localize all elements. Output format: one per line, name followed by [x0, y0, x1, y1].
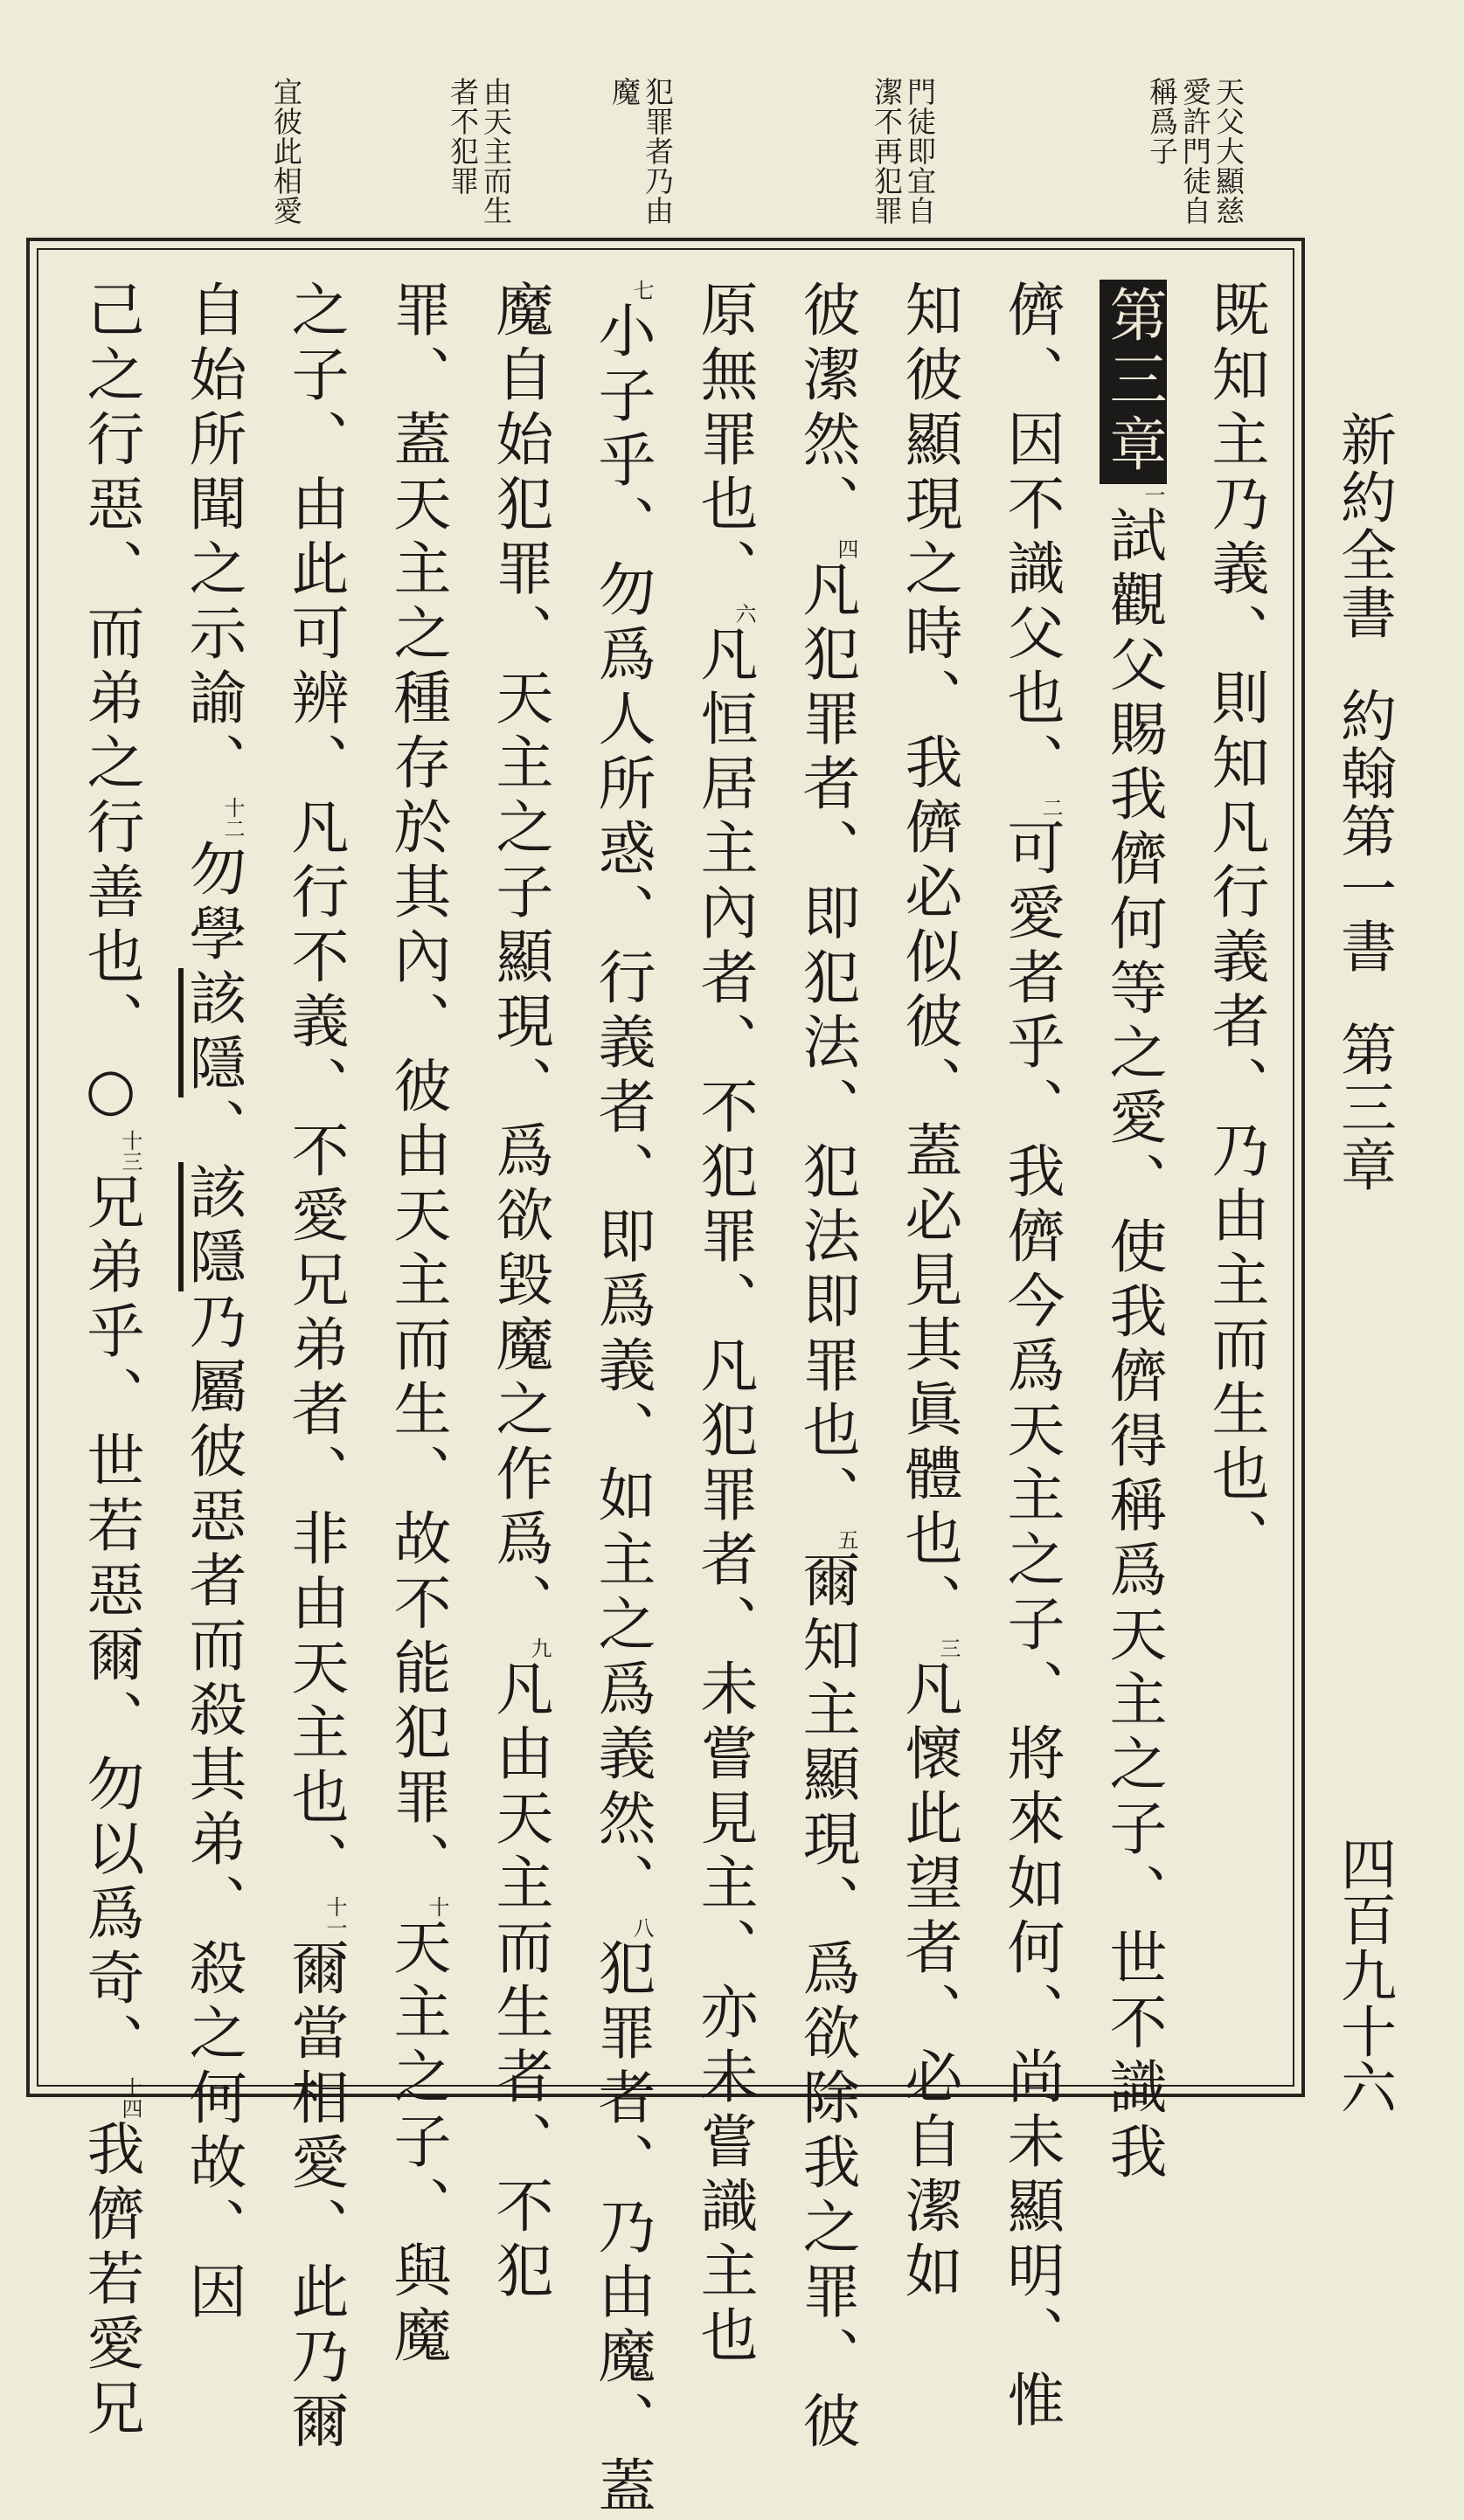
verse-text: 勿學 [179, 839, 246, 968]
text-column [366, 280, 468, 2370]
text-column [264, 280, 366, 2455]
text-column [775, 280, 878, 2455]
verse-text: 己之行惡、而弟之行善也、○ [77, 280, 144, 1130]
verse-text: 爾當相愛、此乃爾 [281, 1938, 349, 2455]
verse-number: 一 [1141, 484, 1165, 505]
verse-number: 八 [629, 1917, 654, 1938]
proper-name: 該隱 [179, 968, 246, 1097]
verse-text: 自始所聞之示諭、 [179, 280, 246, 797]
verse-text: 天主之子、與魔 [384, 1917, 451, 2370]
chapter-label: 第三章 [1100, 280, 1167, 484]
verse-text: 魔自始犯罪、天主之子顯現、爲欲毀魔之作爲、 [486, 280, 553, 1637]
verse-number: 二 [1038, 797, 1063, 818]
verse-number: 十一 [323, 1896, 347, 1938]
margin-notes [262, 77, 1245, 243]
verse-text: 試觀父賜我儕何等之愛、使我儕得稱爲天主之子、世不識我 [1100, 505, 1167, 2186]
text-column [468, 280, 571, 2305]
verse-number: 五 [834, 1529, 858, 1550]
header-book: 新約全書 [1331, 411, 1396, 641]
header-title [1331, 411, 1396, 1239]
verse-text: 原無罪也、 [690, 280, 758, 603]
verse-text: 爾知主顯現、爲欲除我之罪、彼 [793, 1550, 860, 2455]
verse-text: 乃屬彼惡者而殺其弟、殺之何故、因 [179, 1291, 246, 2326]
verse-number: 十三 [118, 1130, 142, 1172]
text-column [162, 280, 264, 2326]
verse-text: 凡懷此望者、必自潔如 [895, 1658, 962, 2305]
verse-number: 十 [425, 1896, 449, 1917]
verse-text: 之子、由此可辨、凡行不義、不愛兄弟者、非由天主也、 [281, 280, 349, 1896]
margin-note: 犯罪者乃由魔 [607, 77, 675, 225]
verse-number: 十二 [220, 797, 245, 839]
margin-note: 宜彼此相愛 [269, 77, 303, 225]
page-number: 四百九十六 [1331, 1835, 1396, 2115]
verse-number: 六 [732, 603, 756, 624]
verse-text: 凡恒居主內者、不犯罪、凡犯罪者、未嘗見主、亦未嘗識主也 [690, 624, 758, 2370]
verse-text: 凡犯罪者、即犯法、犯法即罪也、 [793, 559, 860, 1529]
verse-text: 儕、因不識父也、 [997, 280, 1065, 797]
verse-number: 十四 [118, 2077, 142, 2119]
verse-text: 、 [179, 1097, 246, 1162]
proper-name: 該隱 [179, 1162, 246, 1291]
margin-note: 門徒即宜自潔不再犯罪 [870, 77, 937, 225]
text-column [673, 280, 775, 2370]
running-header [1329, 411, 1398, 2115]
text-column [878, 280, 980, 2305]
text-column [571, 280, 673, 2520]
scripture-text [45, 280, 1287, 2520]
verse-text: 犯罪者、乃由魔、蓋 [588, 1938, 656, 2520]
verse-text: 凡由天主而生者、不犯 [486, 1658, 553, 2305]
header-epistle: 約翰第一書 [1331, 687, 1396, 975]
verse-text: 彼潔然、 [793, 280, 860, 538]
verse-number: 三 [936, 1637, 961, 1658]
margin-note: 由天主而生者不犯罪 [446, 77, 513, 225]
header-chapter: 第三章 [1331, 1021, 1396, 1194]
text-column [980, 280, 1082, 2434]
text-column [59, 280, 162, 2442]
verse-number: 七 [629, 280, 654, 301]
verse-text: 既知主乃義、則知凡行義者、乃由主而生也、 [1202, 280, 1269, 1573]
text-column [1082, 280, 1184, 2186]
text-column [1184, 280, 1287, 2080]
verse-text: 小子乎、勿爲人所惑、行義者、即爲義、如主之爲義然、 [588, 301, 656, 1917]
verse-number: 四 [834, 538, 858, 559]
verse-text: 知彼顯現之時、我儕必似彼、蓋必見其眞體也、 [895, 280, 962, 1637]
verse-text: 兄弟乎、世若惡爾、勿以爲奇、 [77, 1172, 144, 2077]
verse-text: 可愛者乎、我儕今爲天主之子、將來如何、尚未顯明、惟 [997, 818, 1065, 2434]
verse-number: 九 [527, 1637, 552, 1658]
verse-text: 我儕若愛兄 [77, 2119, 144, 2442]
verse-text: 罪、蓋天主之種存於其內、彼由天主而生、故不能犯罪、 [384, 280, 451, 1896]
margin-note: 天父大顯慈愛許門徒自稱爲子 [1145, 77, 1245, 225]
